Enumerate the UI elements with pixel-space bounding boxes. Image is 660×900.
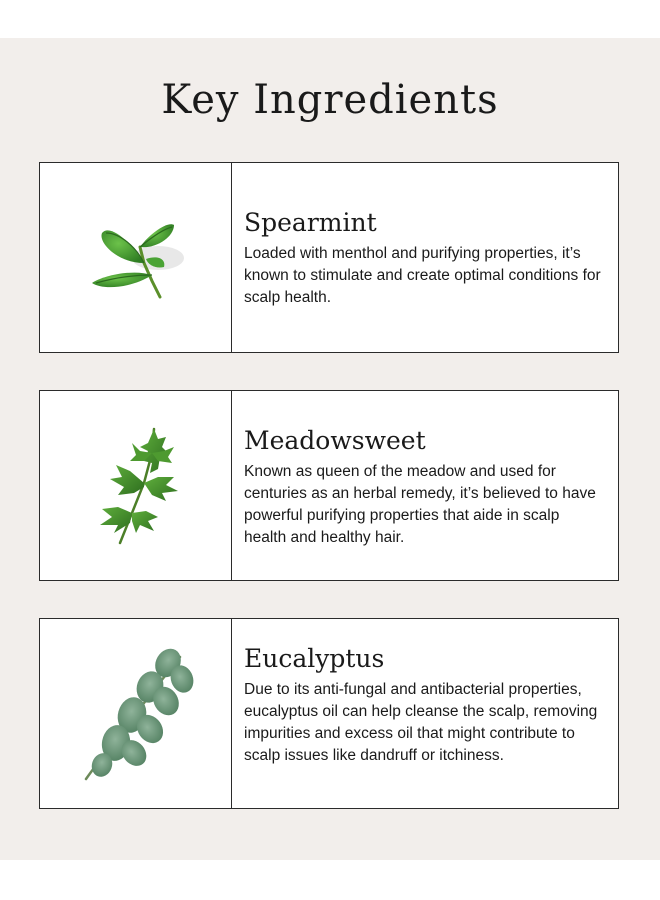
ingredient-text-cell	[244, 391, 604, 549]
ingredient-card-meadowsweet	[39, 390, 619, 581]
ingredient-name: Spearmint	[244, 208, 377, 237]
ingredient-description: Loaded with menthol and purifying properties, it’s known to stimulate and create optimal conditions for scalp health.	[244, 245, 601, 306]
ingredient-card-eucalyptus	[39, 618, 619, 809]
page-title: Key Ingredients	[161, 77, 499, 123]
ingredient-name: Eucalyptus	[244, 644, 385, 673]
ingredient-description: Due to its anti-fungal and antibacterial properties, eucalyptus oil can help cleanse the scalp, removing impurities and excess oil that might contribute to scalp issues like dandruff or itchiness.	[244, 681, 598, 764]
ingredient-card-spearmint	[39, 162, 619, 353]
ingredient-image-cell	[40, 619, 232, 808]
ingredient-image-cell	[40, 391, 232, 580]
ingredient-text-cell	[244, 163, 604, 309]
spearmint-sprig-icon	[40, 163, 230, 351]
meadowsweet-leaf-icon	[40, 391, 230, 579]
ingredient-text-cell	[244, 619, 604, 767]
eucalyptus-branch-icon	[40, 619, 230, 807]
ingredient-name: Meadowsweet	[244, 426, 426, 455]
ingredient-description: Known as queen of the meadow and used for centuries as an herbal remedy, it’s believed to have powerful purifying properties that aide in scalp health and healthy hair.	[244, 463, 596, 546]
ingredient-image-cell	[40, 163, 232, 352]
